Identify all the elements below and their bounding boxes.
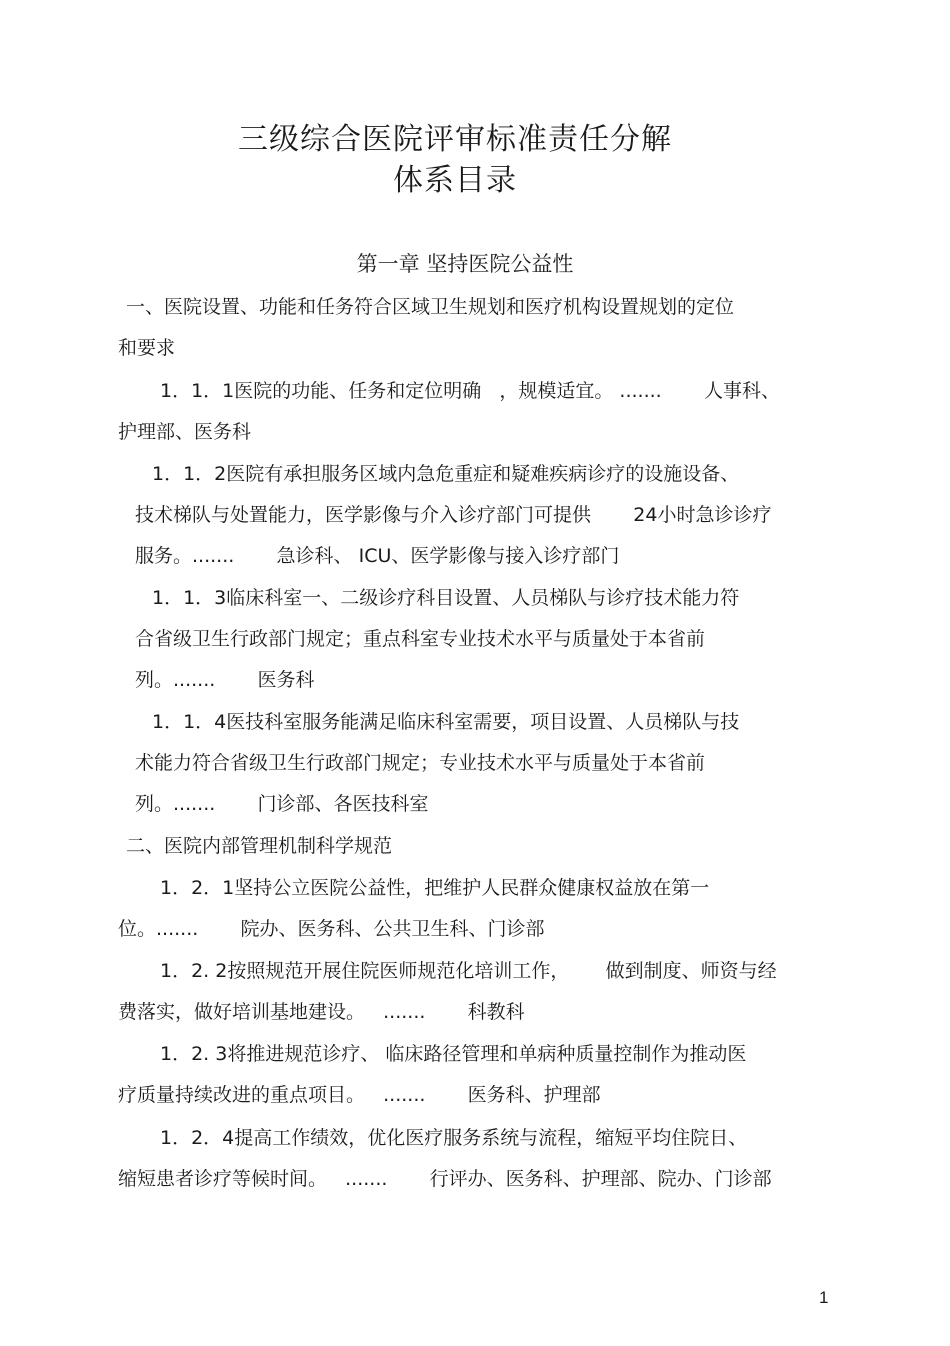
toc-entry: 1．2．4提高工作绩效，优化医疗服务系统与流程，缩短平均住院日、 — [160, 1127, 748, 1149]
section-heading: 一、医院设置、功能和任务符合区域卫生规划和医疗机构设置规划的定位 — [126, 296, 735, 318]
page-number: 1 — [819, 1288, 829, 1307]
toc-entry-continuation: 列。....... 医务科 — [135, 669, 315, 691]
toc-entry-continuation: 服务。....... 急诊科、 ICU、医学影像与接入诊疗部门 — [135, 545, 620, 567]
toc-entry-continuation: 技术梯队与处置能力，医学影像与介入诊疗部门可提供 24小时急诊诊疗 — [135, 504, 772, 526]
toc-entry-continuation: 费落实，做好培训基地建设。 ....... 科教科 — [118, 1001, 525, 1023]
section-heading: 二、医院内部管理机制科学规范 — [126, 835, 393, 857]
toc-entry: 1．1．3临床科室一、二级诊疗科目设置、人员梯队与诊疗技术能力符 — [152, 587, 740, 609]
section-heading-continuation: 和要求 — [118, 337, 176, 359]
toc-entry: 1．2. 3将推进规范诊疗、 临床路径管理和单病种质量控制作为推动医 — [160, 1043, 747, 1065]
chapter-heading: 第一章 坚持医院公益性 — [356, 252, 574, 276]
toc-entry-continuation: 合省级卫生行政部门规定；重点科室专业技术水平与质量处于本省前 — [135, 628, 706, 650]
toc-entry: 1．1．1医院的功能、任务和定位明确 ，规模适宜。 ....... 人事科、 — [160, 380, 780, 402]
document-title-line2: 体系目录 — [393, 163, 517, 198]
toc-entry: 1．1．4医技科室服务能满足临床科室需要，项目设置、人员梯队与技 — [152, 711, 740, 733]
toc-entry-continuation: 疗质量持续改进的重点项目。 ....... 医务科、护理部 — [118, 1084, 601, 1106]
toc-entry-continuation: 列。....... 门诊部、各医技科室 — [135, 793, 429, 815]
document-title-line1: 三级综合医院评审标准责任分解 — [238, 122, 672, 157]
toc-entry: 1．2. 2按照规范开展住院医师规范化培训工作， 做到制度、师资与经 — [160, 960, 777, 982]
toc-entry: 1．1．2医院有承担服务区域内急危重症和疑难疾病诊疗的设施设备、 — [152, 463, 740, 485]
toc-entry-continuation: 缩短患者诊疗等候时间。 ....... 行评办、医务科、护理部、院办、门诊部 — [118, 1168, 772, 1190]
toc-entry-continuation: 位。....... 院办、医务科、公共卫生科、门诊部 — [118, 918, 545, 940]
toc-entry-continuation: 术能力符合省级卫生行政部门规定；专业技术水平与质量处于本省前 — [135, 752, 706, 774]
toc-entry-continuation: 护理部、医务科 — [118, 421, 252, 443]
toc-entry: 1．2．1坚持公立医院公益性，把维护人民群众健康权益放在第一 — [160, 877, 710, 899]
